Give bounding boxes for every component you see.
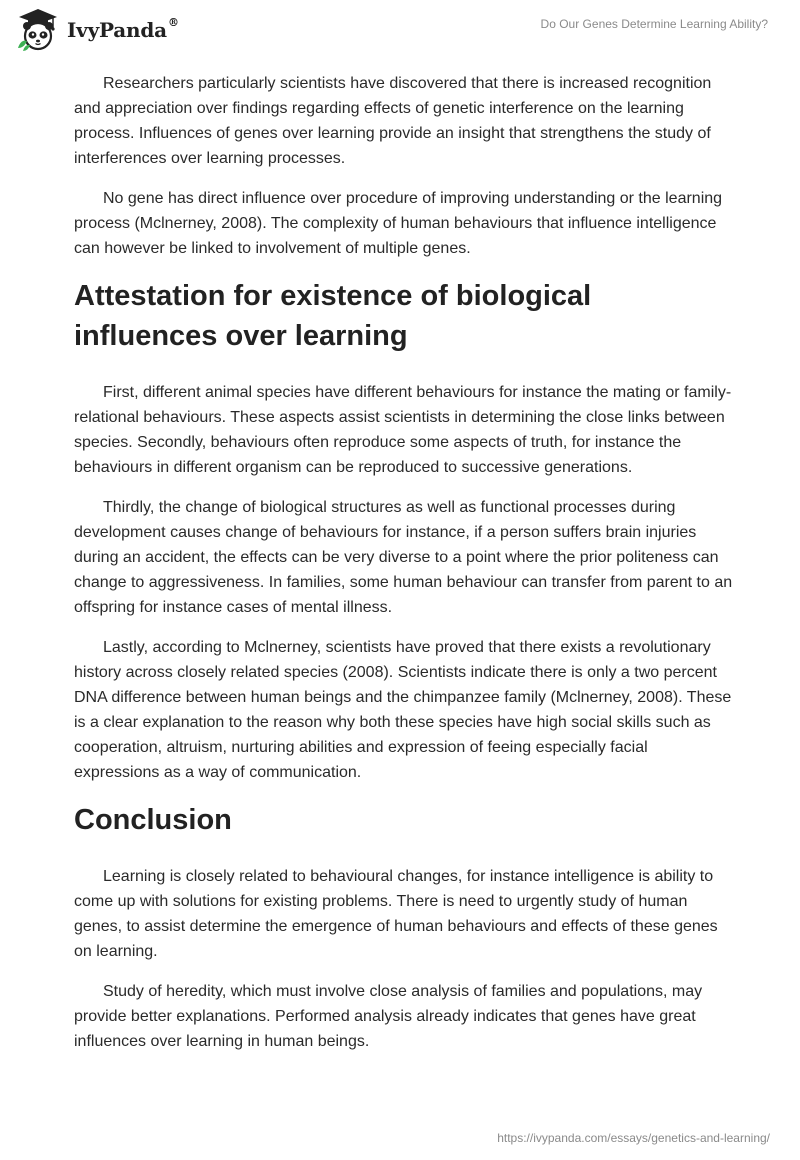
essay-body <box>74 71 734 1069</box>
panda-graduate-icon <box>15 8 61 52</box>
document-title: Do Our Genes Determine Learning Ability? <box>540 17 768 31</box>
section-heading-attestation: Attestation for existence of biological influences over learning <box>74 280 592 352</box>
paragraph: Study of heredity, which must involve close analysis of families and populations, may provide better explanations. Performed analysis already indicates that genes have great influences over learning in human beings. <box>74 983 703 1050</box>
paragraph: No gene has direct influence over procedure of improving understanding or the learning process (Mclnerney, 2008). The complexity of human behaviours that influence intelligence can however be linked to involvement of multiple genes. <box>74 190 723 257</box>
paragraph: Thirdly, the change of biological structures as well as functional processes during development causes change of behaviours for instance, if a person suffers brain injuries during an accident, the effects can be very diverse to a point where the prior politeness can change to aggressiveness. In families, some human behaviour can transfer from parent to an offspring for instance cases of mental illness. <box>74 499 733 616</box>
paragraph: Researchers particularly scientists have discovered that there is increased recognition and appreciation over findings regarding effects of genetic interference on the learning process. Influences of genes over learning provide an insight that strengthens the study of interferences over learning processes. <box>74 75 712 167</box>
paragraph: Lastly, according to Mclnerney, scientists have proved that there exists a revolutionary history across closely related species (2008). Scientists indicate there is only a two percent DNA difference between human beings and the chimpanzee family (Mclnerney, 2008). These is a clear explanation to the reason why both these species have high social skills such as cooperation, altruism, nurturing abilities and expression of feeing especially facial expressions as a way of communication. <box>74 639 732 781</box>
registered-mark: ® <box>167 16 179 29</box>
page-header <box>0 0 800 60</box>
ivypanda-logo[interactable] <box>15 8 179 52</box>
paragraph: Learning is closely related to behavioural changes, for instance intelligence is ability to come up with solutions for existing problems. There is need to urgently study of human genes, to assist determine the emergence of human behaviours and effects of these genes on learning. <box>74 868 718 960</box>
logo-wordmark: IvyPanda® <box>67 16 179 42</box>
paragraph: First, different animal species have different behaviours for instance the mating or family-relational behaviours. These aspects assist scientists in determining the close links between species. Secondly, behaviours often reproduce some aspects of truth, for instance the behaviours in different organism can be reproduced to successive generations. <box>74 384 732 476</box>
section-heading-conclusion: Conclusion <box>74 804 232 836</box>
source-url[interactable]: https://ivypanda.com/essays/genetics-and-learning/ <box>497 1131 770 1145</box>
